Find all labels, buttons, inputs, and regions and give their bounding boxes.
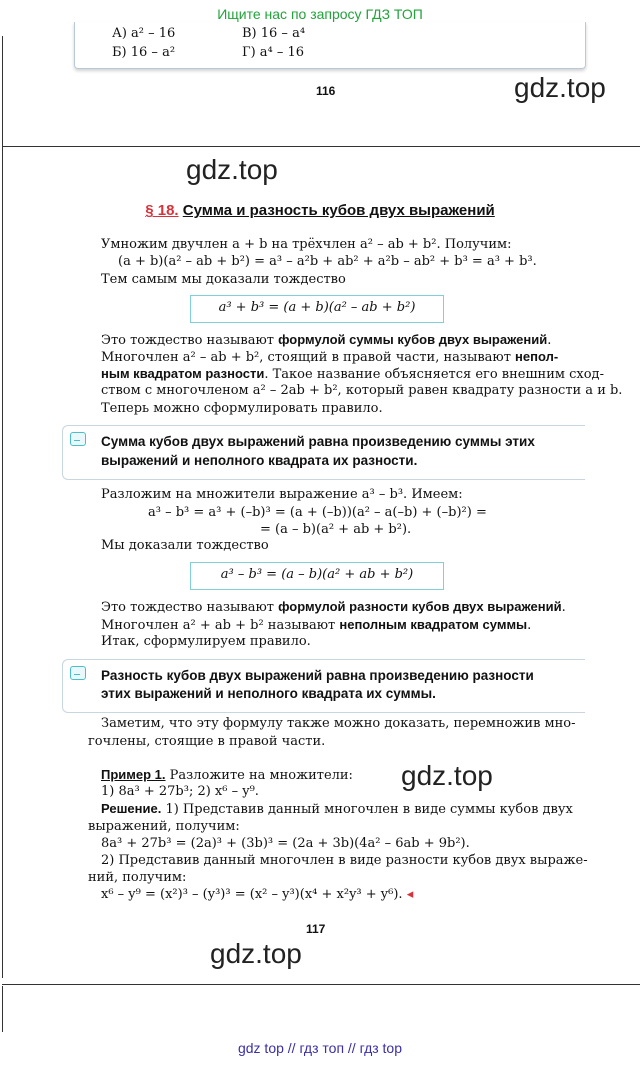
example-heading: Пример 1. Разложите на множители: [101,767,353,783]
text-line: ством с многочленом a² – 2ab + b², который равен квадрату разности a и b. [101,383,623,398]
watermark: gdz.top [401,760,493,791]
section-number: § 18. [145,202,179,219]
page-border-left [2,986,3,1032]
identity-box-sum [190,295,444,323]
text-line: Заметим, что эту формулу также можно доказать, перемножив мно- [101,716,576,731]
solution-line: Решение. 1) Представив данный многочлен в виде суммы кубов двух [101,801,573,817]
text-line: Итак, сформулируем правило. [101,634,311,649]
solution-line: 2) Представив данный многочлен в виде разности кубов двух выраже- [101,853,588,868]
watermark: gdz.top [186,154,278,185]
text-line: Многочлен a² + ab + b² называют неполным квадратом суммы. [101,617,532,633]
text-line: гочлены, стоящие в правой части. [88,734,326,749]
math-line: 8a³ + 27b³ = (2a)³ + (3b)³ = (2a + 3b)(4a² – 6ab + 9b²). [101,836,470,851]
prev-option-g: Г) a⁴ – 16 [242,45,305,60]
page-border-left [2,36,3,148]
text-line: Разложим на множители выражение a³ – b³. Имеем: [101,487,463,502]
example-items: 1) 8a³ + 27b³; 2) x⁶ – y⁹. [101,784,259,799]
prev-option-a: А) a² – 16 [112,26,176,41]
section-title-text: Сумма и разность кубов двух выражений [182,202,495,219]
footer-links[interactable]: gdz top // гдз топ // гдз top [237,1040,403,1056]
math-line: a³ – b³ = a³ + (–b)³ = (a + (–b))(a² – a(–b) + (–b)²) = [148,505,487,520]
page-divider [2,146,640,147]
text-line: Тем самым мы доказали тождество [101,272,346,287]
rule-icon [70,666,86,680]
prev-option-b: Б) 16 – a² [112,45,176,60]
math-line: (a + b)(a² – ab + b²) = a³ – a²b + ab² + a²b – ab² + b³ = a³ + b³. [118,254,537,269]
text-line: ным квадратом разности. Такое название объясняется его внешним сход- [101,366,604,382]
page-border-left [2,148,3,978]
page-divider [2,984,640,985]
math-line: x⁶ – y⁹ = (x²)³ – (y³)³ = (x² – y³)(x⁴ + x²y³ + y⁶). ◂ [101,887,414,902]
formula-sum-of-cubes: a³ + b³ = (a + b)(a² – ab + b²) [218,300,416,315]
search-banner[interactable]: Ищите нас по запросу ГДЗ ТОП [217,6,423,22]
rule-text: Разность кубов двух выражений равна произведению разности [101,668,534,683]
rule-icon [70,432,86,446]
rule-text: выражений и неполного квадрата их разности. [101,453,418,468]
text-line: Мы доказали тождество [101,538,269,553]
identity-box-difference [190,562,444,590]
solution-line: ний, получим: [88,870,187,885]
rule-text: этих выражений и неполного квадрата их суммы. [101,686,436,701]
watermark: gdz.top [514,72,606,103]
section-title [0,202,640,219]
watermark: gdz.top [210,938,302,969]
page-number: 117 [306,922,326,936]
solution-line: выражений, получим: [88,819,240,834]
rule-text: Сумма кубов двух выражений равна произведению суммы этих [101,434,535,449]
prev-page-number: 116 [316,84,336,98]
end-of-solution-marker: ◂ [406,887,414,902]
math-line: = (a – b)(a² + ab + b²). [260,522,412,537]
prev-option-v: В) 16 – a⁴ [242,26,306,41]
text-line: Умножим двучлен a + b на трёхчлен a² – ab + b². Получим: [101,237,512,252]
text-line: Многочлен a² – ab + b², стоящий в правой части, называют непол- [101,349,559,365]
formula-difference-of-cubes: a³ – b³ = (a – b)(a² + ab + b²) [220,567,414,582]
text-line: Это тождество называют формулой разности кубов двух выражений. [101,599,566,615]
text-line: Это тождество называют формулой суммы кубов двух выражений. [101,332,552,348]
text-line: Теперь можно сформулировать правило. [101,401,383,416]
